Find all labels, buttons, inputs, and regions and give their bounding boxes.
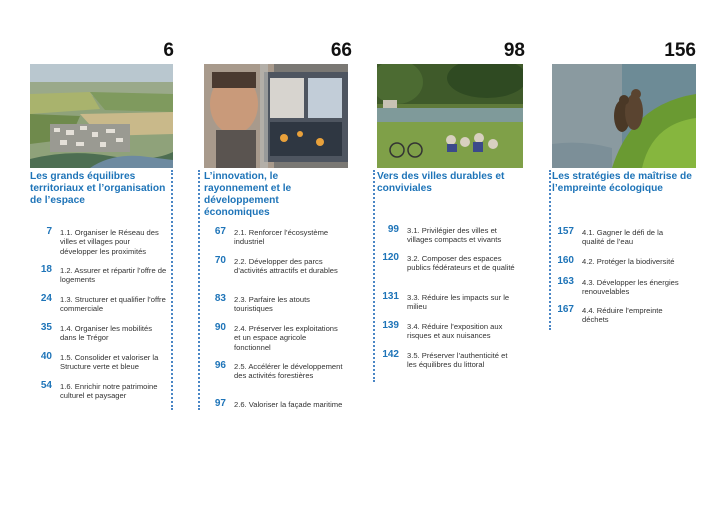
entry-page-number: 139: [382, 320, 399, 331]
entry-label: 4.2. Protéger la biodiversité: [582, 257, 675, 266]
entry-label: 2.1. Renforcer l’écosystème industriel: [234, 228, 329, 247]
park-picnic-photo: [377, 64, 523, 168]
otter-pond-photo: [552, 64, 696, 168]
entry-page-number: 142: [382, 349, 399, 360]
entry-page-number: 160: [557, 255, 574, 266]
entry-label: 3.1. Privilégier des villes et villages compacts et vivants: [407, 226, 502, 245]
entry-page-number: 18: [40, 264, 52, 275]
entry-page-number: 90: [214, 322, 226, 333]
entry-page-number: 99: [387, 224, 399, 235]
section-divider: [171, 170, 173, 410]
entry-label: 1.5. Consolider et valoriser la Structure verte et bleue: [60, 353, 159, 372]
entry-page-number: 97: [214, 398, 226, 409]
entry-label: 2.2. Développer des parcs d’activités attractifs et durables: [234, 257, 338, 276]
section-page-number: 156: [664, 40, 696, 61]
section-title: Vers des villes durables et conviviales: [377, 171, 505, 194]
entry-label: 4.3. Développer les énergies renouvelables: [582, 278, 679, 297]
entry-page-number: 131: [382, 291, 399, 302]
entry-page-number: 157: [557, 226, 574, 237]
entry-page-number: 40: [40, 351, 52, 362]
aerial-landscape-photo: [30, 64, 173, 168]
entry-label: 3.4. Réduire l’exposition aux risques et aux nuisances: [407, 322, 503, 341]
section-page-number: 66: [330, 40, 352, 61]
section-title: Les grands équilibres territoriaux et l’organisation de l’espace: [30, 171, 166, 206]
entry-label: 1.2. Assurer et répartir l’offre de logements: [60, 266, 167, 285]
entry-label: 1.6. Enrichir notre patrimoine culturel et paysager: [60, 382, 158, 401]
entry-page-number: 167: [557, 304, 574, 315]
entry-label: 3.2. Composer des espaces publics fédérateurs et de qualité: [407, 254, 515, 273]
section-divider: [549, 170, 551, 330]
entry-page-number: 163: [557, 276, 574, 287]
entry-page-number: 96: [214, 360, 226, 371]
entry-page-number: 70: [214, 255, 226, 266]
section-page-number: 98: [503, 40, 525, 61]
entry-page-number: 24: [40, 293, 52, 304]
entry-label: 4.1. Gagner le défi de la qualité de l’eau: [582, 228, 664, 247]
section-page-number: 6: [163, 40, 174, 61]
technology-screen-photo: [204, 64, 348, 168]
entry-label: 1.1. Organiser le Réseau des villes et villages pour développer les proximités: [60, 228, 159, 256]
entry-page-number: 67: [214, 226, 226, 237]
entry-page-number: 35: [40, 322, 52, 333]
entry-page-number: 7: [46, 226, 52, 237]
section-divider: [198, 170, 200, 410]
section-divider: [373, 170, 375, 382]
entry-label: 1.3. Structurer et qualifier l’offre commerciale: [60, 295, 166, 314]
entry-page-number: 120: [382, 252, 399, 263]
section-title: L’innovation, le rayonnement et le développement économiques: [204, 171, 292, 218]
entry-label: 2.6. Valoriser la façade maritime: [234, 400, 343, 409]
entry-label: 3.5. Préserver l’authenticité et les équilibres du littoral: [407, 351, 508, 370]
entry-label: 2.4. Préserver les exploitations et un espace agricole fonctionnel: [234, 324, 338, 352]
entry-label: 3.3. Réduire les impacts sur le milieu: [407, 293, 510, 312]
entry-page-number: 54: [40, 380, 52, 391]
entry-label: 2.5. Accélérer le développement des activités forestières: [234, 362, 343, 381]
entry-label: 4.4. Réduire l’empreinte déchets: [582, 306, 663, 325]
entry-label: 2.3. Parfaire les atouts touristiques: [234, 295, 310, 314]
section-title: Les stratégies de maîtrise de l’empreinte écologique: [552, 171, 692, 194]
entry-page-number: 83: [214, 293, 226, 304]
entry-label: 1.4. Organiser les mobilités dans le Trégor: [60, 324, 153, 343]
